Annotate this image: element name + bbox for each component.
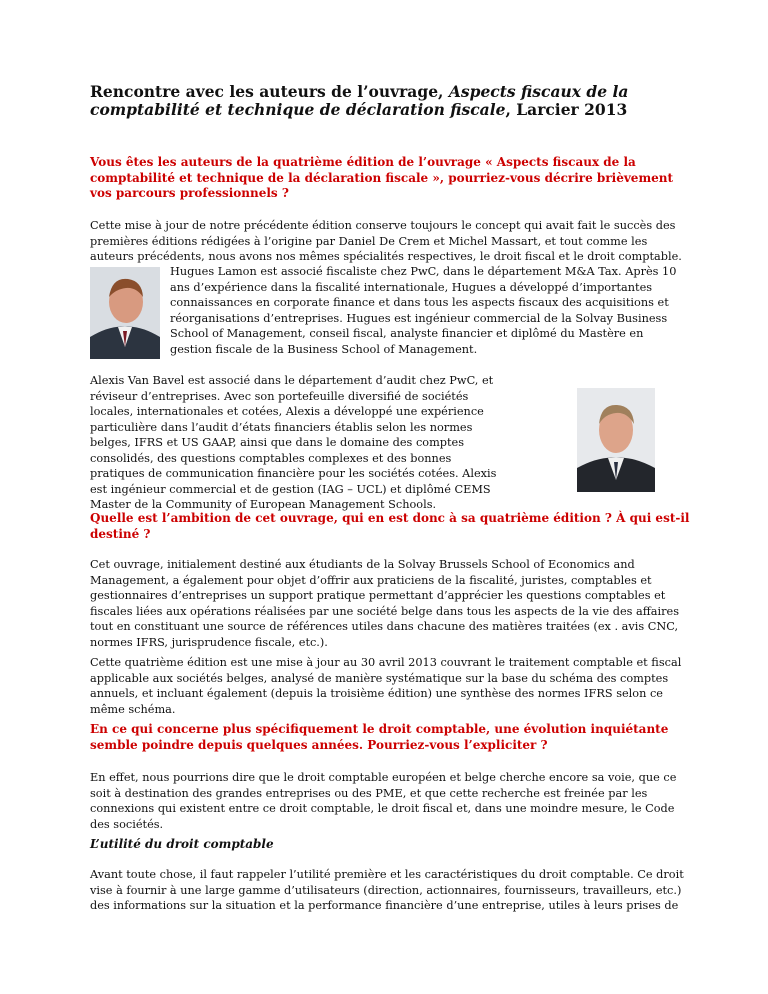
question-3: En ce qui concerne plus spécifiquement le droit comptable, une évolution inquiétante semble poindre depuis quelques années. Pourriez-vous l’expliciter ?	[90, 722, 669, 752]
title-text: Rencontre avec les auteurs de l’ouvrage,	[90, 82, 449, 101]
title-suffix: , Larcier 2013	[505, 100, 628, 119]
paragraph-edition: Cette quatrième édition est une mise à jour au 30 avril 2013 couvrant le traitement comptable et fiscal applicable aux sociétés belges, analysé de manière systématique sur la base du schéma des comptes annuels, et incluant également (depuis la troisième édition) une synthèse des normes IFRS selon ce même schéma.	[90, 656, 682, 716]
photo-alexis-van-bavel	[577, 388, 655, 492]
bio-alexis-van-bavel: Alexis Van Bavel est associé dans le département d’audit chez PwC, et réviseur d’entreprises. Avec son portefeuille diversifié de sociétés locales, internationales et cotées, Alexis a développé une expérience particulière dans l’audit d’états financiers établis selon les normes belges, IFRS et US GAAP, ainsi que dans le domaine des comptes consolidés, des questions comptables complexes et des bonnes pratiques de communication financière pour les sociétés cotées. Alexis est ingénieur commercial et de gestion (IAG – UCL) et diplômé CEMS Master de la Community of European Management Schools.	[90, 374, 497, 511]
book-title: Aspects fiscaux de la comptabilité et technique de déclaration fiscale	[90, 82, 629, 119]
photo-hugues-lamon	[90, 267, 160, 359]
paragraph-intro: Cette mise à jour de notre précédente édition conserve toujours le concept qui avait fait le succès des premières éditions rédigées à l’origine par Daniel De Crem et Michel Massart, et tout comme les auteurs précédents, nous avons nos mêmes spécialités respectives, le droit fiscal et le droit comptable.	[90, 219, 682, 263]
question-1: Vous êtes les auteurs de la quatrième édition de l’ouvrage « Aspects fiscaux de la comptabilité et technique de la déclaration fiscale », pourriez-vous décrire brièvement vos parcours professionnels ?	[90, 155, 674, 200]
bio-hugues-lamon: Hugues Lamon est associé fiscaliste chez PwC, dans le département M&A Tax. Après 10 ans d’expérience dans la fiscalité internationale, Hugues a développé d’importantes connaissances en corporate finance et dans tous les aspects fiscaux des acquisitions et réorganisations d’entreprises. Hugues est ingénieur commercial de la Solvay Business School of Management, conseil fiscal, analyste financier et diplômé du Mastère en gestion fiscale de la Business School of Management.	[170, 265, 677, 356]
page-title	[90, 83, 680, 119]
paragraph-accounting-law: En effet, nous pourrions dire que le droit comptable européen et belge cherche encore sa voie, que ce soit à destination des grandes entreprises ou des PME, et que cette recherche est freinée par les connexions qui existent entre ce droit comptable, le droit fiscal et, dans une moindre mesure, le Code des sociétés.	[90, 771, 677, 831]
question-2: Quelle est l’ambition de cet ouvrage, qui en est donc à sa quatrième édition ? À qui est-il destiné ?	[90, 511, 690, 541]
paragraph-utility: Avant toute chose, il faut rappeler l’utilité première et les caractéristiques du droit comptable. Ce droit vise à fournir à une large gamme d’utilisateurs (direction, actionnaires, fournisseurs, travailleurs, etc.) des informations sur la situation et la performance financière d’une entreprise, utiles à leurs prises de	[90, 868, 684, 912]
paragraph-audience: Cet ouvrage, initialement destiné aux étudiants de la Solvay Brussels School of Economics and Management, a également pour objet d’offrir aux praticiens de la fiscalité, juristes, comptables et gestionnaires d’entreprises un support pratique permettant d’apprécier les questions comptables et fiscales liées aux opérations réalisées par une société belge dans tous les aspects de la vie des affaires tout en constituant une source de références utiles dans chacune des matières traitées (ex . avis CNC, normes IFRS, jurisprudence fiscale, etc.).	[90, 558, 680, 649]
section-subheading: L’utilité du droit comptable	[90, 837, 274, 851]
